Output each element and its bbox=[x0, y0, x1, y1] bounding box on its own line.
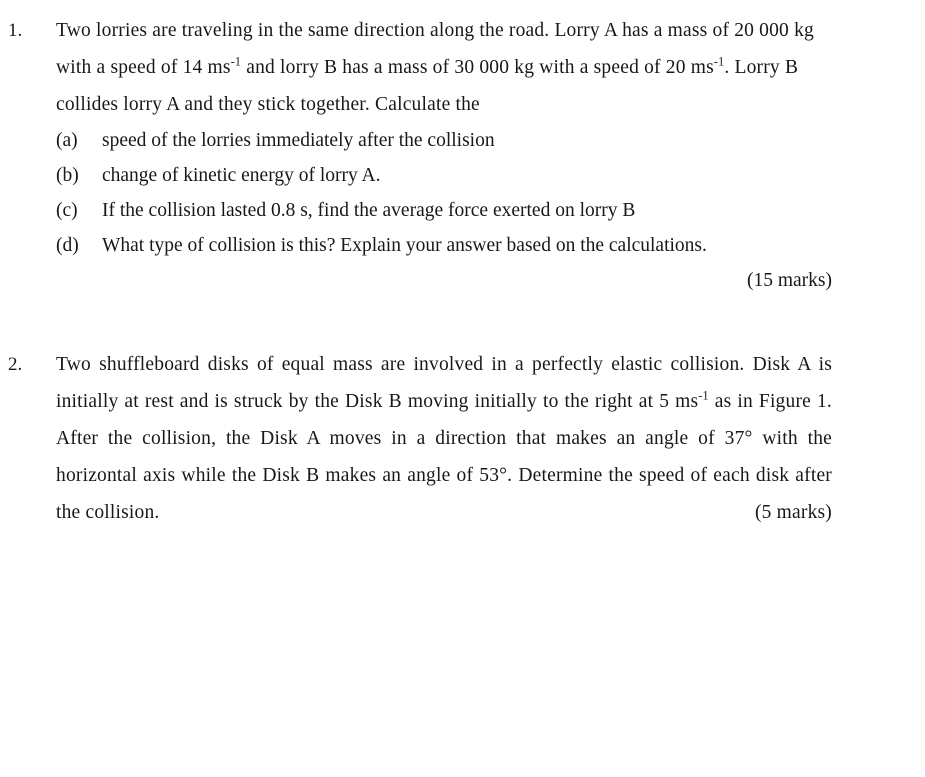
question-1-marks: (15 marks) bbox=[746, 270, 832, 291]
subitem-b-text: change of kinetic energy of lorry A. bbox=[102, 165, 381, 186]
question-2-marks: (5 marks) bbox=[754, 502, 832, 523]
question-2-body bbox=[56, 346, 832, 531]
question-2-number: 2. bbox=[8, 354, 23, 375]
collision-figure bbox=[0, 528, 925, 777]
question-1-superscript-1: -1 bbox=[230, 54, 242, 69]
question-1-subitems bbox=[56, 123, 832, 263]
subitem-d bbox=[56, 228, 832, 263]
question-1-superscript-2: -1 bbox=[713, 54, 725, 69]
question-1-number: 1. bbox=[8, 20, 23, 41]
question-1-body bbox=[56, 12, 832, 298]
subitem-c-label: (c) bbox=[56, 200, 78, 221]
question-1-stem-pre: Two lorries are traveling in the same direction along the road. Lorry A has a mass of 20 000 kg with a speed of 14 ms bbox=[56, 20, 814, 78]
question-2-stem-pre: Two shuffleboard disks of equal mass are involved in a perfectly elastic collision. Disk A is initially at rest and is struck by the Disk B moving initially to the right at 5 ms bbox=[56, 354, 832, 412]
question-2-stem bbox=[56, 346, 832, 531]
subitem-b bbox=[56, 158, 832, 193]
subitem-d-label: (d) bbox=[56, 235, 79, 256]
subitem-b-label: (b) bbox=[56, 165, 79, 186]
question-1-stem-mid: and lorry B has a mass of 30 000 kg with a speed of 20 ms bbox=[241, 57, 714, 78]
subitem-d-text: What type of collision is this? Explain your answer based on the calculations. bbox=[102, 235, 707, 256]
subitem-a-label: (a) bbox=[56, 130, 78, 151]
question-2-superscript-1: -1 bbox=[698, 388, 709, 403]
question-1-stem-post: . Lorry B collides lorry A and they stick together. Calculate the bbox=[56, 57, 799, 115]
subitem-c bbox=[56, 193, 832, 228]
question-1-stem bbox=[56, 12, 832, 123]
subitem-a bbox=[56, 123, 832, 158]
subitem-a-text: speed of the lorries immediately after the collision bbox=[102, 130, 495, 151]
question-2-stem-post: as in Figure 1. After the collision, the Disk A moves in a direction that makes an angle of 37° with the horizontal axis while the Disk B makes an angle of 53°. Determine the speed of each disk after the collision. bbox=[56, 391, 832, 523]
subitem-c-text: If the collision lasted 0.8 s, find the average force exerted on lorry B bbox=[102, 200, 636, 221]
